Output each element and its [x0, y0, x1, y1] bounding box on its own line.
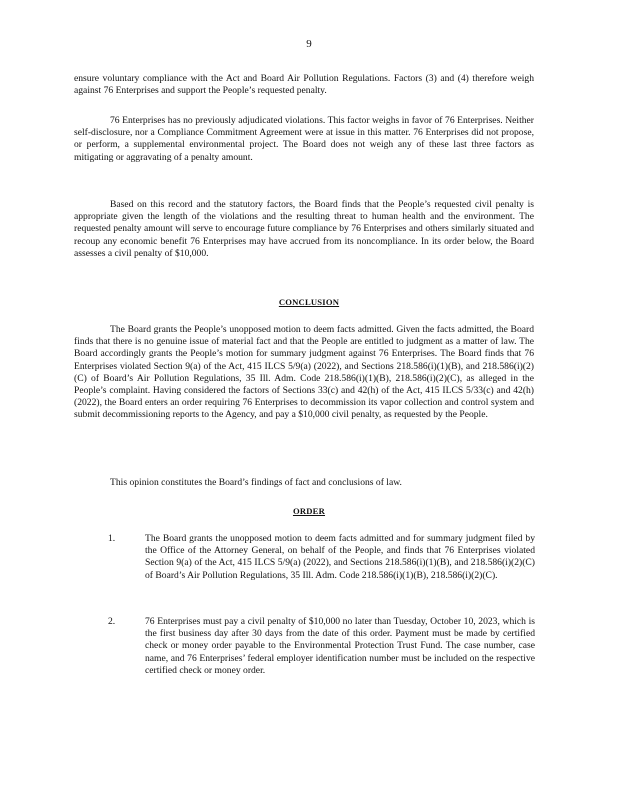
- order-heading: ORDER: [292, 506, 326, 516]
- paragraph-prior-violations: 76 Enterprises has no previously adjudicated violations. This factor weighs in favor of 76 Enterprises. Neither self-disclosure, nor a Compliance Commitment Agreement were at issue in this matter. 76 Enterprises did not propose, or perform, a supplemental environmental project. The Board does not weigh any of these last three factors as mitigating or aggravating of a penalty amount.: [74, 115, 534, 163]
- paragraph-conclusion: The Board grants the People’s unopposed motion to deem facts admitted. Given the facts admitted, the Board finds that there is no genuine issue of material fact and that the People are entitled to judgment as a matter of law. The Board accordingly grants the People’s motion for summary judgment against 76 Enterprises. The Board finds that 76 Enterprises violated Section 9(a) of the Act, 415 ILCS 5/9(a) (2022), and Sections 218.586(i)(1)(B), and 218.586(i)(2)(C) of Board’s Air Pollution Regulations, 35 Ill. Adm. Code 218.586(i)(1)(B), 218.586(i)(2)(C), as alleged in the People’s complaint. Having considered the factors of Sections 33(c) and 42(h) of the Act, 415 ILCS 5/33(c) and 42(h) (2022), the Board enters an order requiring 76 Enterprises to decommission its vapor collection and control system and submit decommissioning reports to the Agency, and pay a $10,000 civil penalty, as requested by the People.: [74, 324, 534, 421]
- order-item-number: 1.: [108, 533, 116, 544]
- order-item-number: 2.: [108, 616, 116, 627]
- paragraph-opinion-statement: This opinion constitutes the Board’s findings of fact and conclusions of law.: [110, 477, 402, 488]
- order-item-text: The Board grants the unopposed motion to deem facts admitted and for summary judgment filed by the Office of the Attorney General, on behalf of the People, and finds that 76 Enterprises violated Section 9(a) of the Act, 415 ILCS 5/9(a) (2022), and Sections 218.586(i)(1)(B), and 218.586(i)(2)(C) of Board’s Air Pollution Regulations, 35 Ill. Adm. Code 218.586(i)(1)(B), 218.586(i)(2)(C).: [145, 533, 535, 581]
- page-number: 9: [306, 38, 312, 50]
- paragraph-factors-3-4: ensure voluntary compliance with the Act and Board Air Pollution Regulations. Factors (3) and (4) therefore weigh against 76 Enterprises and support the People’s requested penalty.: [74, 73, 534, 97]
- order-item-text: 76 Enterprises must pay a civil penalty of $10,000 no later than Tuesday, October 10, 2023, which is the first business day after 30 days from the date of this order. Payment must be made by certified check or money order payable to the Environmental Protection Trust Fund. The case number, case name, and 76 Enterprises’ federal employer identification number must be included on the respective certified check or money order.: [145, 616, 535, 676]
- conclusion-heading: CONCLUSION: [278, 297, 340, 307]
- paragraph-penalty-finding: Based on this record and the statutory factors, the Board finds that the People’s requested civil penalty is appropriate given the length of the violations and the resulting threat to human health and the environment. The requested penalty amount will serve to encourage future compliance by 76 Enterprises and others similarly situated and recoup any economic benefit 76 Enterprises may have accrued from its noncompliance. In its order below, the Board assesses a civil penalty of $10,000.: [74, 199, 534, 259]
